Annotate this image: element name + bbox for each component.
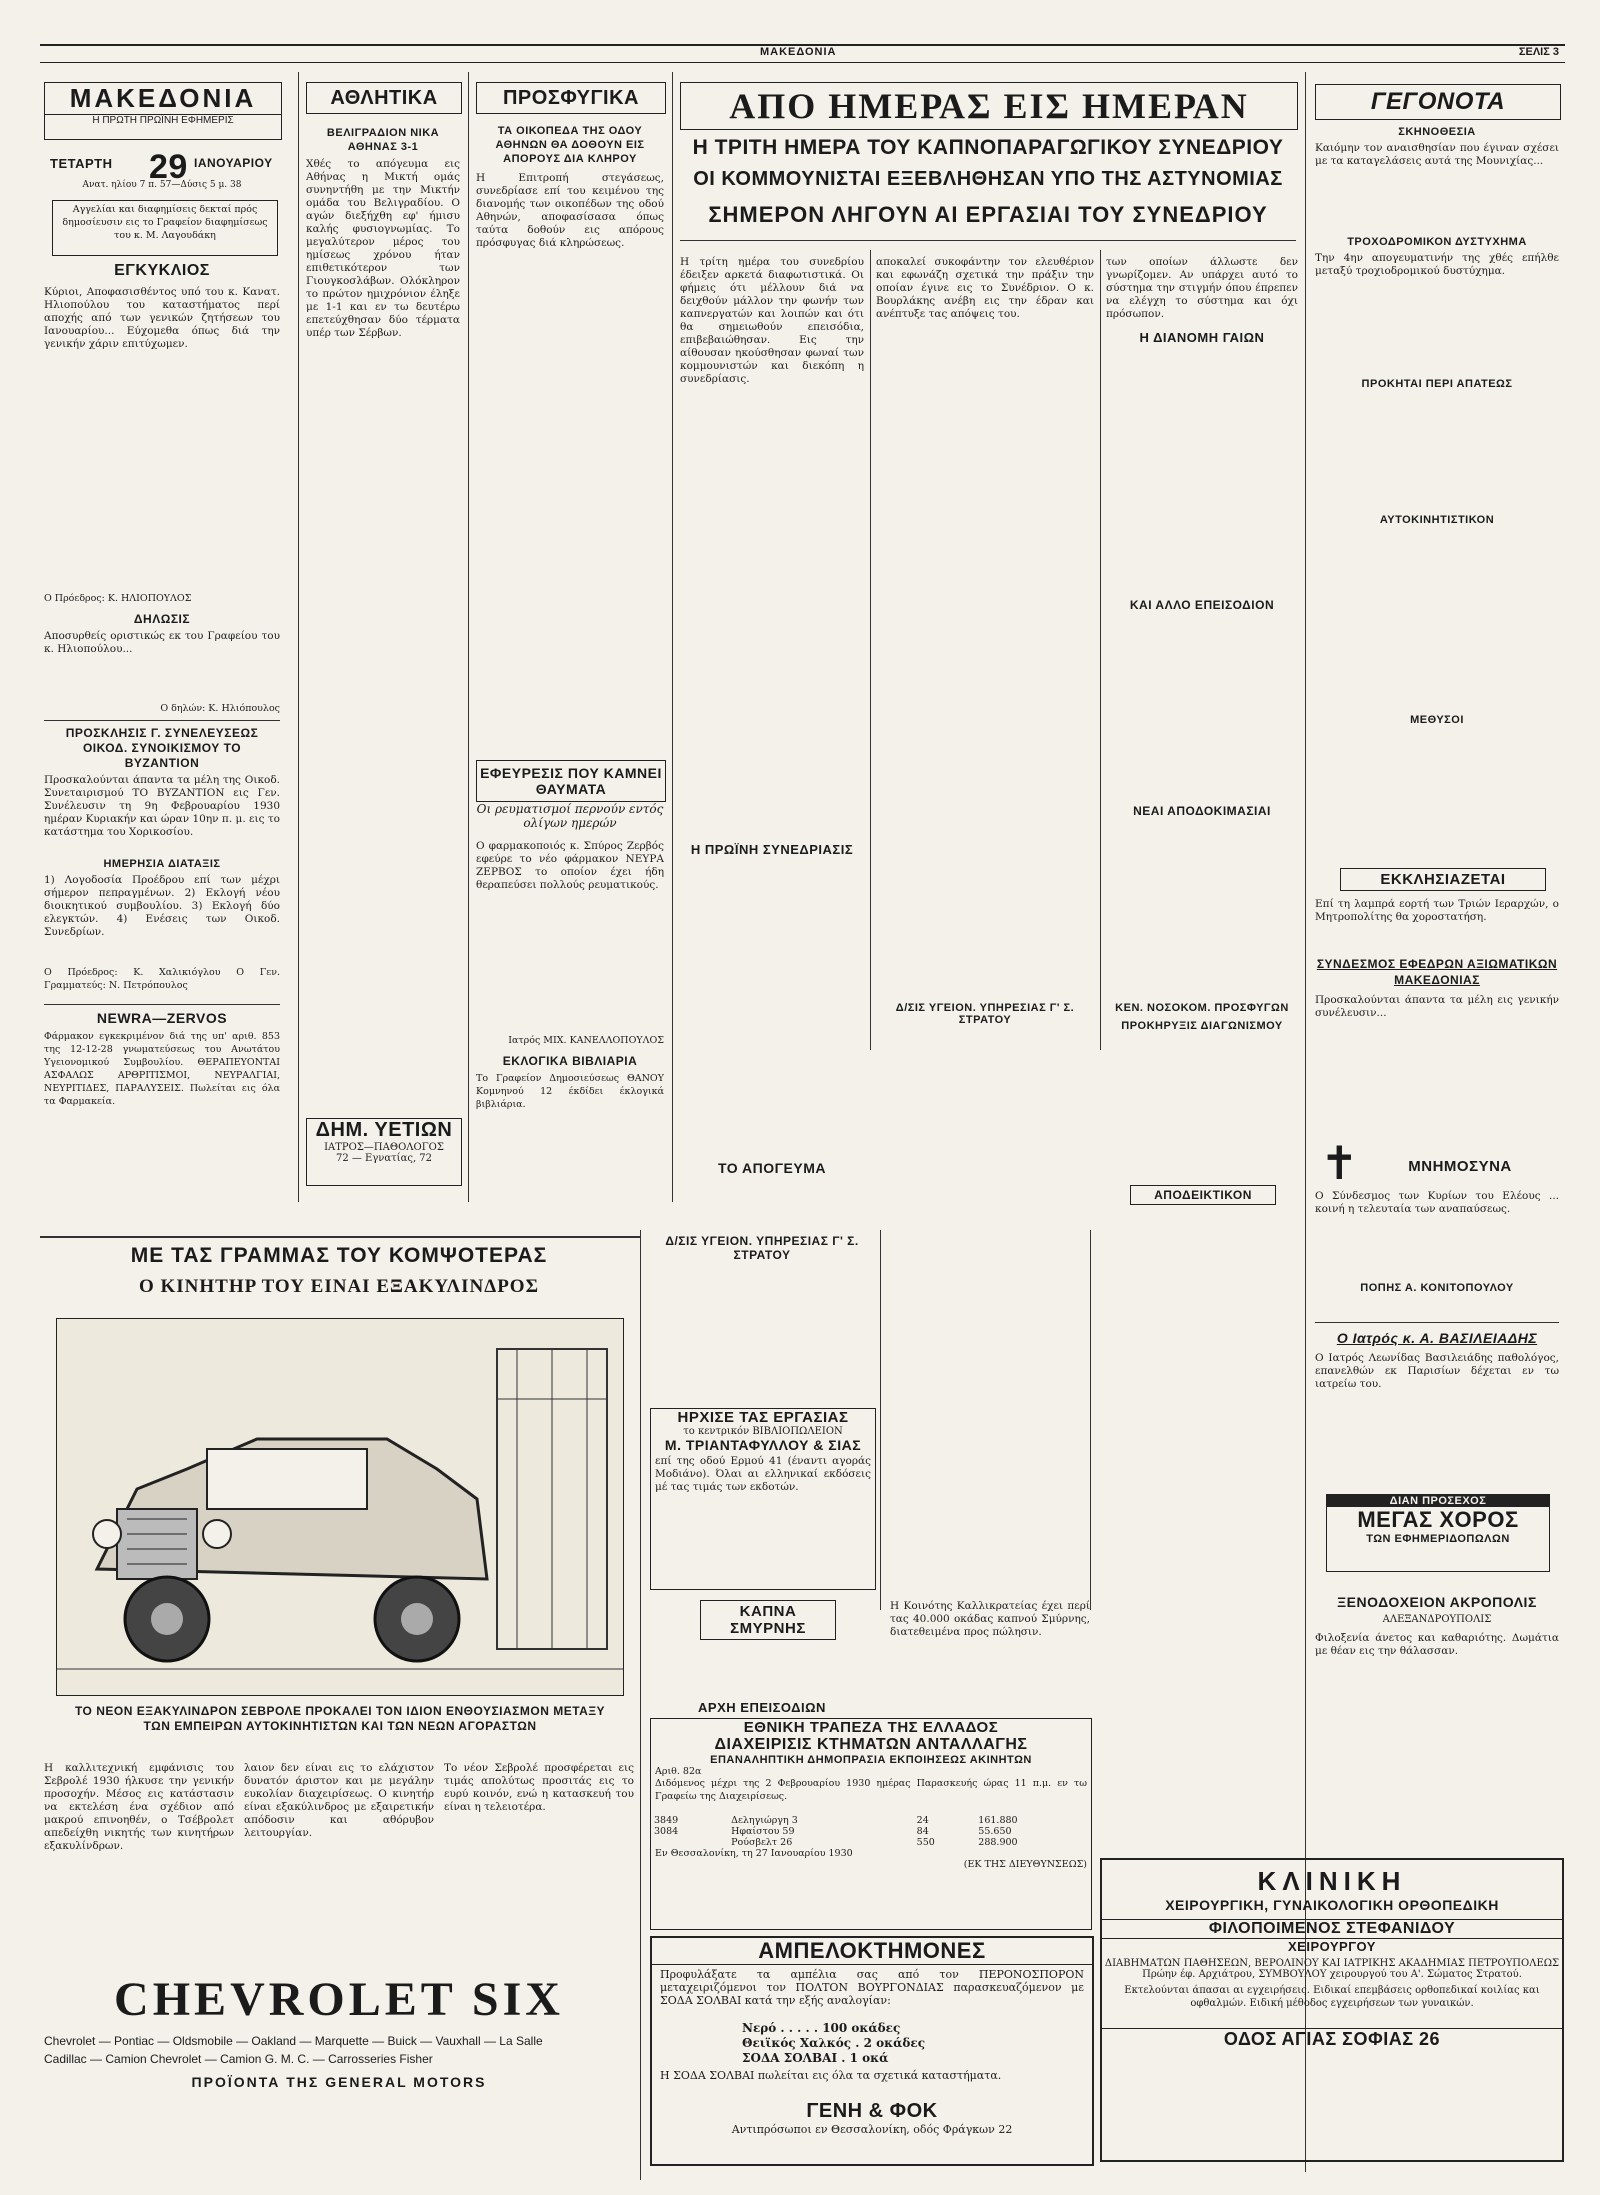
ampelo-mix bbox=[652, 2021, 1092, 2066]
diataxis-title: ΗΜΕΡΗΣΙΑ ΔΙΑΤΑΞΙΣ bbox=[103, 858, 221, 870]
chevrolet-body-3: Το νέον Σεβρολέ προσφέρεται εις τιμάς απολύτως προσιτάς εις το ευρύ κοινόν, ενώ η κατασκευή του είναι η τελειοτέρα. bbox=[444, 1762, 634, 1813]
books-title: ΕΚΛΟΓΙΚΑ ΒΙΒΛΙΑΡΙΑ bbox=[502, 1054, 638, 1068]
cross-icon: ✝ bbox=[1320, 1136, 1359, 1190]
nosok-sub: ΠΡΟΚΗΡΥΞΙΣ ΔΙΑΓΩΝΙΣΜΟΥ bbox=[1121, 1020, 1283, 1032]
doctor-ad-title: ΔΗΜ. ΥΕΤΙΩΝ bbox=[315, 1119, 453, 1141]
newra-title: NEWRA—ZERVOS bbox=[96, 1010, 228, 1026]
syndesmos-text: Προσκαλούνται άπαντα τα μέλη εις γενικήν συνέλευσιν... bbox=[1315, 994, 1559, 1019]
doctor-text: Ο Ιατρός Λεωνίδας Βασιλειάδης παθολόγος, επανελθών εκ Παρισίων δέχεται εν τω ιατρείω του. bbox=[1315, 1352, 1559, 1390]
month: ΙΑΝΟΥΑΡΙΟΥ bbox=[194, 156, 273, 170]
ampelo-row: Θειϊκός Χαλκός . 2 οκάδες bbox=[742, 2036, 926, 2050]
hall-title: ΜΕΓΑΣ ΧΟΡΟΣ bbox=[1357, 1507, 1519, 1532]
proskl-title: ΠΡΟΣΚΛΗΣΙΣ Γ. ΣΥΝΕΛΕΥΣΕΩΣ ΟΙΚΟΔ. ΣΥΝΟΙΚΙΣΜΟΥ ΤΟ ΒΥΖΑΝΤΙΟΝ bbox=[65, 726, 259, 770]
day-number: 29 bbox=[149, 148, 188, 186]
genikh-name: ΓΕΝΗ & ΦΟΚ bbox=[806, 2100, 938, 2122]
sub-nea: ΝΕΑΙ ΑΠΟΔΟΚΙΜΑΣΙΑΙ bbox=[1133, 804, 1271, 818]
bank-table bbox=[651, 1815, 1091, 1848]
gegonota-h2: ΤΡΟΧΟΔΡΟΜΙΚΟΝ ΔΥΣΤΥΧΗΜΑ bbox=[1347, 236, 1527, 248]
enkyklios-text: Κύριοι, Αποφασισθέντος υπό του κ. Κανατ. Ηλιοπούλου του καταστήματος περί αποχής από των γενικών ζητήσεων του Ιανουαρίου... Εύχομεθα όπως διά την γενικήν χάριν επιτύχωμεν. bbox=[44, 286, 280, 350]
weekday: ΤΕΤΑΡΤΗ bbox=[50, 156, 113, 171]
car-illustration bbox=[56, 1318, 624, 1696]
sub-dianomi: Η ΔΙΑΝΟΜΗ ΓΑΙΩΝ bbox=[1139, 330, 1265, 345]
gegonota-h3: ΠΡΟΚΗΤΑΙ ΠΕΡΙ ΑΠΑΤΕΩΣ bbox=[1361, 378, 1513, 390]
kapna-text: Η Κοινότης Καλλικρατείας έχει περί τας 40.000 οκάδας καπνού Σμύρνης, διατεθειμένα προς πώλησιν. bbox=[890, 1600, 1090, 1638]
main-headline-1: Η ΤΡΙΤΗ ΗΜΕΡΑ ΤΟΥ ΚΑΠΝΟΠΑΡΑΓΩΓΙΚΟΥ ΣΥΝΕΔΡΙΟΥ bbox=[692, 136, 1284, 159]
clinic-address: ΟΔΟΣ ΑΓΙΑΣ ΣΟΦΙΑΣ 26 bbox=[1102, 2028, 1562, 2050]
ampelo-title: ΑΜΠΕΛΟΚΤΗΜΟΝΕΣ bbox=[652, 1938, 1092, 1965]
hall-pre: ΔΙΑΝ ΠΡΟΣΕΧΟΣ bbox=[1327, 1495, 1549, 1507]
ekklisiazetai-text: Επί τη λαμπρά εορτή των Τριών Ιεραρχών, ο Μητροπολίτης θα χοροστατήση. bbox=[1315, 898, 1559, 923]
ampelo-row: Νερό . . . . . 100 οκάδες bbox=[742, 2021, 901, 2035]
proskl-signatures: Ο Πρόεδρος: Κ. Χαλικιόγλου Ο Γεν. Γραμματεύς: Ν. Πετρόπουλος bbox=[44, 967, 280, 991]
bookshop-name: Μ. ΤΡΙΑΝΤΑΦΥΛΛΟΥ & ΣΙΑΣ bbox=[664, 1437, 862, 1453]
mnimosyna-title: ΜΝΗΜΟΣΥΝΑ bbox=[1408, 1158, 1512, 1175]
bank-title: ΕΘΝΙΚΗ ΤΡΑΠΕΖΑ ΤΗΣ ΕΛΛΑΔΟΣ bbox=[743, 1719, 999, 1736]
masthead-subtitle: Η ΠΡΩΤΗ ΠΡΩΪΝΗ ΕΦΗΜΕΡΙΣ bbox=[45, 114, 281, 126]
hotel-sub: ΑΛΕΞΑΝΔΡΟΥΠΟΛΙΣ bbox=[1382, 1614, 1492, 1625]
clinic-desc2: Πρώην έφ. Αρχιάτρου, ΣΥΜΒΟΥΛΟΥ χειρουργού του Α'. Σώματος Στρατού. bbox=[1142, 1969, 1522, 1980]
bookshop-ad bbox=[650, 1408, 876, 1590]
page-number: ΣΕΛΙΣ 3 bbox=[1518, 46, 1559, 58]
bank-notice bbox=[650, 1718, 1092, 1930]
hall-sub: ΤΩΝ ΕΦΗΜΕΡΙΔΟΠΩΛΩΝ bbox=[1366, 1533, 1510, 1545]
doctor-ad-box bbox=[306, 1118, 462, 1186]
bank-sub: ΔΙΑΧΕΙΡΙΣΙΣ ΚΤΗΜΑΤΩΝ ΑΝΤΑΛΛΑΓΗΣ bbox=[714, 1736, 1028, 1753]
sports-headline: ΒΕΛΙΓΡΑΔΙΟΝ ΝΙΚΑ ΑΘΗΝΑΣ 3-1 bbox=[326, 127, 440, 153]
sub-ygeia: Δ/ΣΙΣ ΥΓΕΙΟΝ. ΥΠΗΡΕΣΙΑΣ Γ' Σ. ΣΤΡΑΤΟΥ bbox=[895, 1002, 1075, 1026]
invention-text: Ο φαρμακοποιός κ. Σπύρος Ζερβός εφεύρε το νέο φάρμακον ΝΕΥΡΑ ΖΕΡΒΟΣ το οποίον έχει ήδη θεραπεύσει πολλούς ρευματικούς. bbox=[476, 840, 664, 891]
table-row: Ρούσβελτ 26 550 288.900 bbox=[731, 1837, 1018, 1848]
date-block bbox=[44, 148, 280, 196]
genikh-sub: Αντιπρόσωποι εν Θεσσαλονίκη, οδός Φράγκων 22 bbox=[731, 2123, 1013, 2136]
bank-sub2: ΕΠΑΝΑΛΗΠΤΙΚΗ ΔΗΜΟΠΡΑΣΙΑ ΕΚΠΟΙΗΣΕΩΣ ΑΚΙΝΗΤΩΝ bbox=[710, 1754, 1032, 1766]
sub-nosok: ΚΕΝ. ΝΟΣΟΚΟΜ. ΠΡΟΣΦΥΓΩΝ bbox=[1115, 1002, 1289, 1014]
main-headline-3: ΣΗΜΕΡΟΝ ΛΗΓΟΥΝ ΑΙ ΕΡΓΑΣΙΑΙ ΤΟΥ ΣΥΝΕΔΡΙΟΥ bbox=[708, 202, 1268, 227]
car-icon bbox=[57, 1319, 623, 1695]
chevrolet-brand: CHEVROLET SIX bbox=[114, 1973, 564, 2026]
ekklisiazetai-title: ΕΚΚΛΗΣΙΑΖΕΤΑΙ bbox=[1340, 868, 1546, 891]
gegonota-title: ΓΕΓΟΝΟΤΑ bbox=[1315, 84, 1561, 120]
table-row: 3849 Δεληγιώργη 3 24 161.880 bbox=[654, 1815, 1018, 1826]
sports-text: Χθές το απόγευμα εις Αθήνας η Μικτή ομάς συνηντήθη με την Μικτήν ομάδα του Βελιγραδίου. Ο αγών διεξήχθη εφ' ήμισυ καλής φυσιογνωμίας. Το μεγαλύτερον μέρος του ημίσεως χρόνου ήταν επιθετικότερον των Γιουγκοσλάβων. Ολόκληρον το πρώτον ημιχρόνιον έληξε με 1-1 και εν τω δευτέρω επετεύχθησαν δύο τέρματα υπέρ των Σέρβων. bbox=[306, 158, 460, 339]
hall-ad-box bbox=[1326, 1494, 1550, 1572]
chevrolet-makes-1: Chevrolet — Pontiac — Oldsmobile — Oakland — Marquette — Buick — Vauxhall — La Salle bbox=[44, 2034, 543, 2048]
ads-notice: Αγγελίαι και διαφημίσεις δεκταί πρός δημοσίευσιν εις το Γραφείον διαφημίσεως του κ. Μ. Λαγουδάκη bbox=[52, 200, 278, 256]
invention-headline: ΕΦΕΥΡΕΣΙΣ ΠΟΥ ΚΑΜΝΕΙ ΘΑΥΜΑΤΑ bbox=[476, 760, 666, 802]
ygeia-extra: Δ/ΣΙΣ ΥΓΕΙΟΝ. ΥΠΗΡΕΣΙΑΣ Γ' Σ. ΣΤΡΑΤΟΥ bbox=[665, 1234, 859, 1262]
dilosis-title: ΔΗΛΩΣΙΣ bbox=[133, 612, 191, 626]
sub-apogevma: ΤΟ ΑΠΟΓΕΥΜΑ bbox=[717, 1160, 827, 1176]
hotel-title: ΞΕΝΟΔΟΧΕΙΟΝ ΑΚΡΟΠΟΛΙΣ bbox=[1337, 1594, 1537, 1610]
diataxis-text: 1) Λογοδοσία Προέδρου επί των μέχρι σήμερον πεπραγμένων. 2) Εκλογή νέου διοικητικού συμβουλίου. 3) Εκλογή δύο ελεγκτών. 4) Ενέσεις των Οικοδ. Συνεδρίων. bbox=[44, 874, 280, 938]
gegonota-h5: ΜΕΘΥΣΟΙ bbox=[1410, 714, 1464, 726]
bank-ref: Αριθ. 82α bbox=[655, 1766, 702, 1777]
gegonota-h4: ΑΥΤΟΚΙΝΗΤΙΣΤΙΚΟΝ bbox=[1379, 514, 1495, 526]
mnimosyna-text: Ο Σύνδεσμος των Κυρίων του Ελέους ... κοινή η τελευταία των αναπαύσεως. bbox=[1315, 1190, 1559, 1215]
bookshop-text: επί της οδού Ερμού 41 (έναντι αγοράς Μοδιάνο). Όλαι αι ελληνικαί εκδόσεις μέ τας τιμάς των εκδοτών. bbox=[655, 1455, 871, 1493]
gegonota-h1: ΣΚΗΝΟΘΕΣΙΑ bbox=[1398, 126, 1476, 138]
syndesmos-title: ΣΥΝΔΕΣΜΟΣ ΕΦΕΔΡΩΝ ΑΞΙΩΜΑΤΙΚΩΝ ΜΑΚΕΔΟΝΙΑΣ bbox=[1316, 957, 1558, 987]
section-athletika: ΑΘΛΗΤΙΚΑ bbox=[306, 82, 462, 114]
doctor-ad-sub: ΙΑΤΡΟΣ—ΠΑΘΟΛΟΓΟΣ bbox=[324, 1142, 444, 1153]
sunrise: Ανατ. ηλίου 7 π. 57—Δύσις 5 μ. 38 bbox=[82, 180, 242, 190]
main-col-a: Η τρίτη ημέρα του συνεδρίου έδειξεν αρκετά διαφωτιστικά. Οι φήμεις ότι μέλλουν διά να δειχθούν μάλλον την φωνήν των καπνεργατών και λοιπών και ότι θα σημειωθούν επεισόδια, επιβεβαιώθησαν. Εις την αίθουσαν ηκούσθησαν φωναί των κομμουνιστών και διεκόπη η συνεδρίασις. bbox=[680, 256, 864, 385]
ampelo-row: ΣΟΔΑ ΣΟΛΒΑΙ . 1 οκά bbox=[742, 2051, 889, 2065]
ampelo-note: Η ΣΟΔΑ ΣΟΛΒΑΙ πωλείται εις όλα τα σχετικά καταστήματα. bbox=[660, 2069, 1002, 2082]
invention-sub: Οι ρευματισμοί περνούν εντός ολίγων ημερών bbox=[476, 802, 664, 830]
dilosis-signature: Ο δηλών: Κ. Ηλιόπουλος bbox=[160, 703, 280, 714]
books-text: Το Γραφείον Δημοσιεύσεως ΘΑΝΟΥ Κομνηνού 12 έκδίδει έκλογικά βιβλιάρια. bbox=[476, 1073, 664, 1110]
main-headline-2: ΟΙ ΚΟΜΜΟΥΝΙΣΤΑΙ ΕΞΕΒΛΗΘΗΣΑΝ ΥΠΟ ΤΗΣ ΑΣΤΥΝΟΜΙΑΣ bbox=[693, 168, 1283, 190]
enkyklios-title: ΕΓΚΥΚΛΙΟΣ bbox=[114, 262, 210, 279]
doctor-title: Ο Ιατρός κ. Α. ΒΑΣΙΛΕΙΑΔΗΣ bbox=[1336, 1330, 1538, 1346]
kapna-title: ΚΑΠΝΑ ΣΜΥΡΝΗΣ bbox=[700, 1600, 836, 1640]
clinic-name: ΦΙΛΟΠΟΙΜΕΝΟΣ ΣΤΕΦΑΝΙΔΟΥ bbox=[1102, 1919, 1562, 1939]
sub-proini: Η ΠΡΩΪΝΗ ΣΥΝΕΔΡΙΑΣΙΣ bbox=[690, 842, 854, 857]
chevrolet-body-2: λαιον δεν είναι εις το ελάχιστον δυνατόν άριστον και με μεγάλην ευκολίαν διαχειρίσεως. Ο κινητήρ είναι εξακύλινδρος με εξαιρετικήν απόδοσιν και αθόρυβον λειτουργίαν. bbox=[244, 1762, 434, 1839]
chevrolet-footer: ΠΡΟΪΟΝΤΑ ΤΗΣ GENERAL MOTORS bbox=[191, 2074, 487, 2090]
gegonota-t1: Καιόμην τον αναισθησίαν που έγιναν σχέσει με τα καταγελάσεις αυτά της Μουνιχίας... bbox=[1315, 142, 1559, 167]
clinic-desc3: Εκτελούνται άπασαι αι εγχειρήσεις. Ειδικαί επεμβάσεις ορθοπεδικαί κοιλίας και οφθαλμών. Ειδική μέθοδος εγχειρήσεων των γυναικών. bbox=[1124, 1985, 1540, 2009]
ampelo-ad bbox=[650, 1936, 1094, 2166]
refugee-headline: ΤΑ ΟΙΚΟΠΕΔΑ ΤΗΣ ΟΔΟΥ ΑΘΗΝΩΝ ΘΑ ΔΟΘΟΥΝ ΕΙΣ ΑΠΟΡΟΥΣ ΔΙΑ ΚΛΗΡΟΥ bbox=[495, 125, 645, 165]
clinic-role: ΧΕΙΡΟΥΡΓΟΥ bbox=[1288, 1939, 1376, 1954]
bookshop-title: ΗΡΧΙΣΕ ΤΑΣ ΕΡΓΑΣΙΑΣ bbox=[677, 1409, 849, 1426]
clinic-ad bbox=[1100, 1858, 1564, 2162]
sub-epeis: ΚΑΙ ΑΛΛΟ ΕΠΕΙΣΟΔΙΟΝ bbox=[1129, 598, 1275, 612]
clinic-title: ΚΛΙΝΙΚΗ bbox=[1257, 1866, 1407, 1896]
arxi-title: ΑΡΧΗ ΕΠΕΙΣΟΔΙΩΝ bbox=[698, 1700, 826, 1715]
invention-sign: Ιατρός ΜΙΧ. ΚΑΝΕΛΛΟΠΟΥΛΟΣ bbox=[508, 1035, 664, 1046]
masthead-box bbox=[44, 82, 282, 140]
bank-text: Διδόμενος μέχρι της 2 Φεβρουαρίου 1930 ημέρας Παρασκευής ώρας 11 π.μ. εν τω Γραφείω της Διαχειρίσεως. bbox=[655, 1778, 1087, 1802]
bank-sign: (ΕΚ ΤΗΣ ΔΙΕΥΘΥΝΣΕΩΣ) bbox=[963, 1859, 1087, 1870]
hotel-text: Φιλοξενία άνετος και καθαριότης. Δωμάτια με θέαν εις την θάλασσαν. bbox=[1315, 1632, 1559, 1657]
banner-title: ΑΠΟ ΗΜΕΡΑΣ ΕΙΣ ΗΜΕΡΑΝ bbox=[680, 82, 1298, 130]
clinic-sub: ΧΕΙΡΟΥΡΓΙΚΗ, ΓΥΝΑΙΚΟΛΟΓΙΚΗ ΟΡΘΟΠΕΔΙΚΗ bbox=[1165, 1897, 1499, 1913]
chevrolet-makes-2: Cadillac — Camion Chevrolet — Camion G. M. C. — Carrosseries Fisher bbox=[44, 2052, 433, 2066]
kontopoulos-name: ΠΟΠΗΣ Α. ΚΟΝΙΤΟΠΟΥΛΟΥ bbox=[1360, 1282, 1514, 1294]
main-col-c: των οποίων άλλωστε δεν γνωρίζομεν. Αν υπάρχει αυτό το σύστημα την στιγμήν όπου έπρεπεν να ελέγχη το σύστημα και όχι πρόσωπον. bbox=[1106, 256, 1298, 320]
table-row: 3084 Ηφαίστου 59 84 55.650 bbox=[654, 1826, 1012, 1837]
chevrolet-top2: Ο ΚΙΝΗΤΗΡ ΤΟΥ ΕΙΝΑΙ ΕΞΑΚΥΛΙΝΔΡΟΣ bbox=[138, 1276, 540, 1297]
newra-text: Φάρμακον εγκεκριμένον διά της υπ' αριθ. 853 της 12-12-28 γνωματεύσεως του Ανωτάτου Υγειονομικού Συμβουλίου. ΘΕΡΑΠΕΥΟΝΤΑΙ ΑΣΦΑΛΩΣ ΑΡΘΡΙΤΙΣΜΟΙ, ΝΕΥΡΑΛΓΙΑΙ, ΝΕΥΡΙΤΙΔΕΣ, ΠΑΡΑΛΥΣΕΙΣ. Πωλείται εις όλα τα Φαρμακεία. bbox=[44, 1031, 280, 1107]
enkyklios-signature: Ο Πρόεδρος: Κ. ΗΛΙΟΠΟΥΛΟΣ bbox=[44, 593, 192, 604]
masthead-title: ΜΑΚΕΔΟΝΙΑ bbox=[69, 83, 257, 113]
refugee-text: Η Επιτροπή στεγάσεως, συνεδρίασε επί του κειμένου της διανομής των οικοπέδων της οδού Αθηνών, αποφασίσασα όπως ταύτα δοθούν εις απόρους πρόσφυγας διά κληρώσεως. bbox=[476, 172, 664, 249]
clinic-desc: ΔΙΑΒΗΜΑΤΩΝ ΠΑΘΗΣΕΩΝ, ΒΕΡΟΛΙΝΟΥ ΚΑΙ ΙΑΤΡΙΚΗΣ ΑΚΑΔΗΜΙΑΣ ΠΕΤΡΟΥΠΟΛΕΩΣ bbox=[1104, 1958, 1560, 1969]
proskl-text: Προσκαλούνται άπαντα τα μέλη της Οικοδ. Συνεταιρισμού ΤΟ ΒΥΖΑΝΤΙΟΝ εις Γεν. Συνέλευσιν τη 9η Φεβρουαρίου 1930 ημέραν Κυριακήν και ώραν 10ην π. μ. εις το κατάστημα του Χορικοσίου. bbox=[44, 774, 280, 838]
ampelo-text: Προφυλάξατε τα αμπέλια σας από τον ΠΕΡΟΝΟΣΠΟΡΟΝ μεταχειριζόμενοι τον ΠΟΛΤΟΝ ΒΟΥΡΓΟΝΔΙΑΣ παρασκευαζόμενον με ΣΟΔΑ ΣΟΛΒΑΙ κατά την εξής αναλογίαν: bbox=[660, 1968, 1084, 2007]
bookshop-sub: το κεντρικόν ΒΙΒΛΙΟΠΩΛΕΙΟΝ bbox=[683, 1426, 843, 1437]
header-newspaper: ΜΑΚΕΔΟΝΙΑ bbox=[760, 46, 837, 58]
bank-place: Εν Θεσσαλονίκη, τη 27 Ιανουαρίου 1930 bbox=[655, 1848, 853, 1859]
chevrolet-top1: ΜΕ ΤΑΣ ΓΡΑΜΜΑΣ ΤΟΥ ΚΟΜΨΟΤΕΡΑΣ bbox=[130, 1244, 548, 1267]
main-col-b: αποκαλεί συκοφάντην τον ελευθέριον και εφωνάζη σχετικά την πράξιν την οποίαν έγινε εις το Συνέδριον. Ο κ. Βουρλάκης ανέβη εις την έδραν και ανέπτυξε τας απόψεις του. bbox=[876, 256, 1094, 320]
doctor-ad-address: 72 — Εγνατίας, 72 bbox=[335, 1153, 433, 1164]
gegonota-t2: Την 4ην απογευματινήν της χθές επήλθε μεταξύ τροχιοδρομικού δυστύχημα. bbox=[1315, 252, 1559, 277]
section-prosfygika: ΠΡΟΣΦΥΓΙΚΑ bbox=[476, 82, 666, 114]
page-top-bar bbox=[40, 44, 1565, 63]
dilosis-text: Αποσυρθείς οριστικώς εκ του Γραφείου του κ. Ηλιοπούλου... bbox=[44, 630, 280, 655]
chevrolet-caption: ΤΟ ΝΕΟΝ ΕΞΑΚΥΛΙΝΔΡΟΝ ΣΕΒΡΟΛΕ ΠΡΟΚΑΛΕΙ ΤΟΝ ΙΔΙΟΝ ΕΝΘΟΥΣΙΑΣΜΟΝ ΜΕΤΑΞΥ ΤΩΝ ΕΜΠΕΙΡΩΝ ΑΥΤΟΚΙΝΗΤΙΣΤΩΝ ΚΑΙ ΤΩΝ ΝΕΩΝ ΑΓΟΡΑΣΤΩΝ bbox=[74, 1704, 606, 1733]
chevrolet-body-1: Η καλλιτεχνική εμφάνισις του Σεβρολέ 1930 ήλκυσε την γενικήν προσοχήν. Μέσος εις κατάστασιν να εκτελέση ένα σχέδιον από μακρού επινοηθέν, ο Τσέβρολετ απεδείχθη νικητής των κινητήρων εξακυλίνδρων. bbox=[44, 1762, 234, 1852]
apodeiktikon-title: ΑΠΟΔΕΙΚΤΙΚΟΝ bbox=[1130, 1185, 1276, 1205]
